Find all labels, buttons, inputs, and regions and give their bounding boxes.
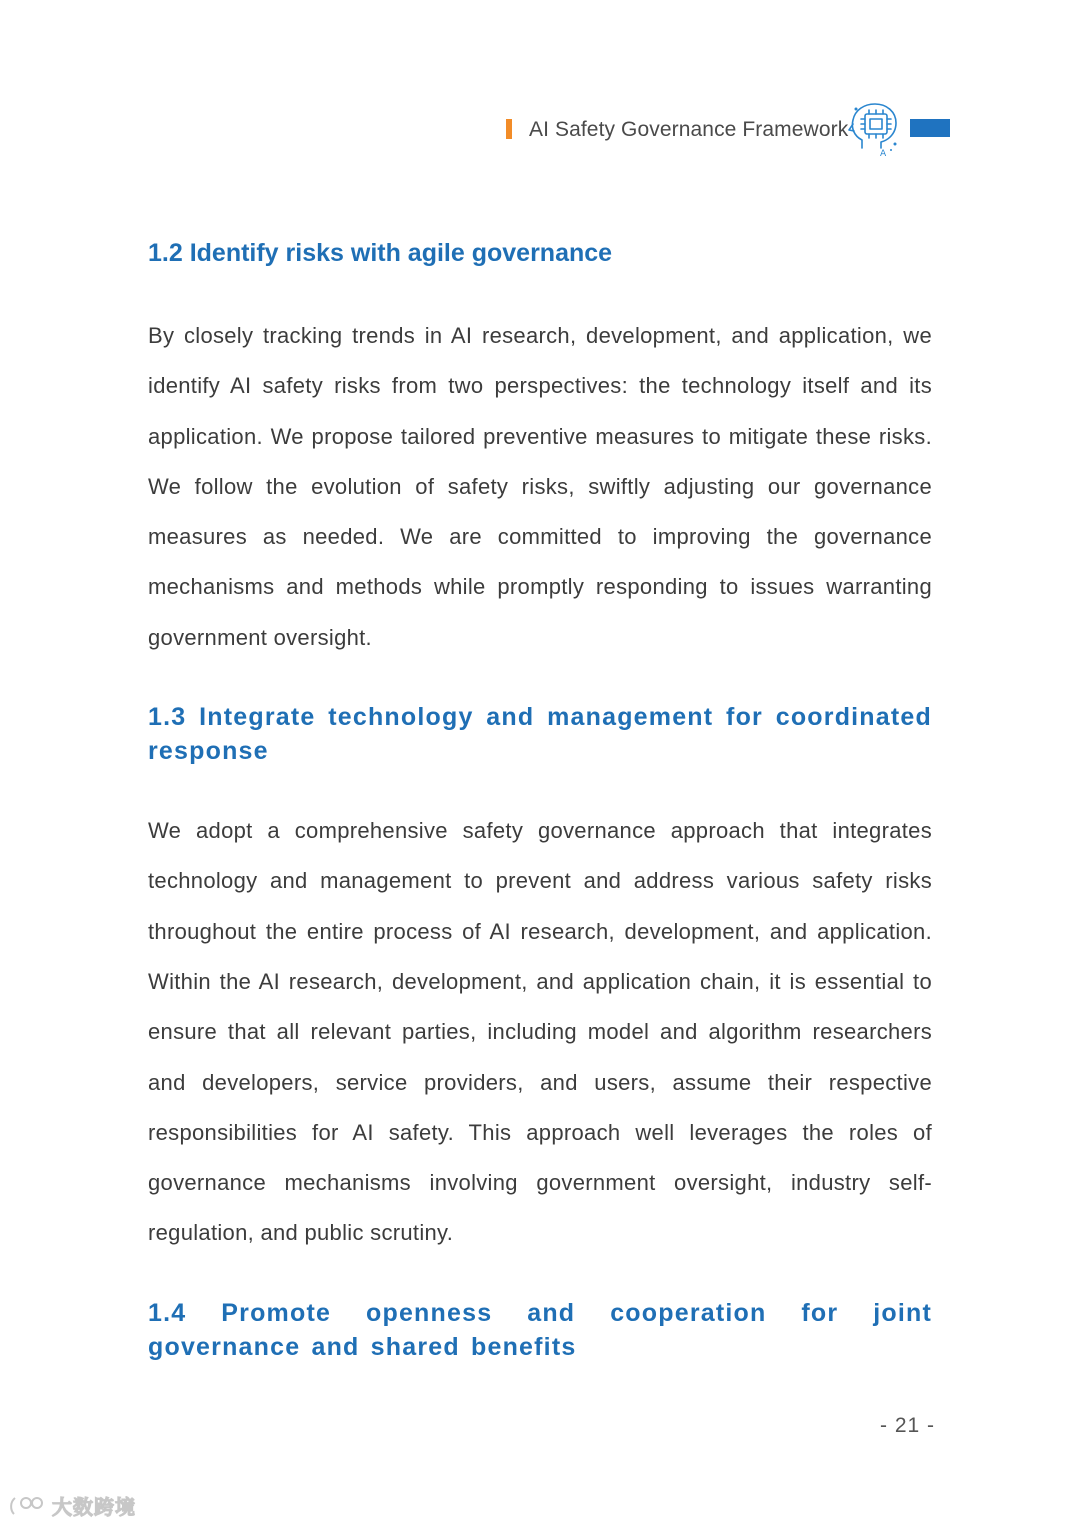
watermark-logo-icon — [8, 1492, 48, 1518]
section-paragraph: By closely tracking trends in AI research, development, and application, we identify AI safety risks from two perspectives: the technology itself and its application. We propose tailored preventive measures to mitigate these risks. We follow the evolution of safety risks, swiftly adjusting our governance measures as needed. We are committed to improving the governance mechanisms and methods while promptly responding to issues warranting government oversight. — [148, 323, 932, 650]
section-heading: 1.3 Integrate technology and management for coordinated response — [148, 703, 932, 766]
watermark — [8, 1488, 136, 1522]
spacer — [148, 270, 932, 311]
section-heading: 1.4 Promote openness and cooperation for joint governance and shared benefits — [148, 1298, 932, 1361]
spacer — [148, 768, 932, 806]
page-content — [148, 236, 932, 1364]
watermark-text: 大数跨境 — [52, 1494, 136, 1519]
header-title: AI Safety Governance Framework — [529, 118, 849, 141]
header-accent-bar-orange — [506, 119, 512, 139]
page-number: - 21 - — [880, 1414, 936, 1437]
spacer — [148, 663, 932, 700]
page-header — [0, 100, 1080, 160]
ai-head-chip-icon — [846, 100, 902, 158]
spacer — [148, 1259, 932, 1296]
header-accent-bar-blue — [910, 119, 950, 137]
svg-text:A: A — [880, 149, 887, 158]
section-heading: 1.2 Identify risks with agile governance — [148, 239, 613, 267]
section-paragraph: We adopt a comprehensive safety governance approach that integrates technology and management to prevent and address various safety risks throughout the entire process of AI research, development, and application. Within the AI research, development, and application chain, it is essential to ensure that all relevant parties, including model and algorithm researchers and developers, service providers, and users, assume their respective responsibilities for AI safety. This approach well leverages the roles of governance mechanisms involving government oversight, industry self-regulation, and public scrutiny. — [148, 818, 932, 1246]
